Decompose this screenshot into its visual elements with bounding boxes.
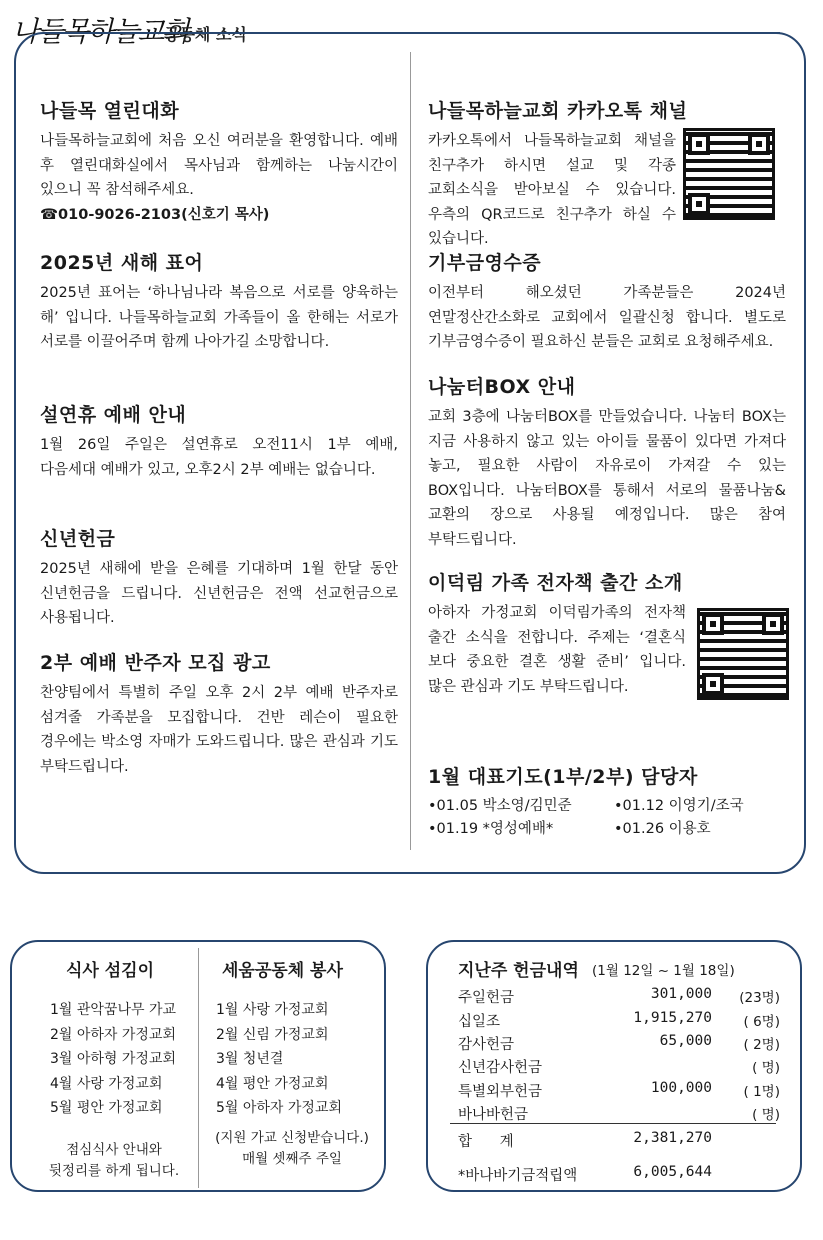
- offering-label: 특별외부헌금: [458, 1084, 543, 1100]
- list-item: •01.19 *영성예배*: [428, 821, 554, 837]
- offering-total-row: [458, 1130, 788, 1152]
- offering-row: [458, 1080, 788, 1102]
- note-line: 점심식사 안내와: [66, 1142, 162, 1158]
- total-label: 합 계: [458, 1134, 514, 1150]
- ebook-qr-code[interactable]: [697, 608, 789, 700]
- offering-title: 지난주 헌금내역: [458, 961, 579, 981]
- section-donation-receipt: [428, 248, 786, 355]
- list-item: 2월 신림 가정교회: [216, 1026, 329, 1043]
- list-item: 4월 사랑 가정교회: [50, 1075, 163, 1092]
- section-title: 신년헌금: [40, 528, 116, 550]
- offering-label: 바나바헌금: [458, 1107, 529, 1123]
- offering-amount: 301,000: [650, 986, 712, 1002]
- offering-count: (23명): [739, 990, 780, 1006]
- list-item: 3월 아하형 가정교회: [50, 1051, 176, 1067]
- offering-amount: 100,000: [650, 1080, 712, 1096]
- note-line: 매월 셋째주 주일: [242, 1151, 342, 1167]
- total-amount: 2,381,270: [633, 1130, 712, 1146]
- section-title: 나눔터BOX 안내: [428, 376, 576, 398]
- offering-row: [458, 1010, 788, 1032]
- section-body: 아하자 가정교회 이덕림가족의 전자책 출간 소식을 전합니다. 주제는 ‘결혼식 보다 중요한 결혼 생활 준비’ 입니다. 많은 관심과 기도 부탁드립니다.: [428, 605, 686, 695]
- section-body: 2025년 표어는 ‘하나님나라 복음으로 서로를 양육하는 해’ 입니다. 나들목하늘교회 가족들이 올 한해는 서로가 서로를 이끌어주며 함께 나아가길 소망합니다.: [40, 285, 398, 350]
- section-body: 1월 26일 주일은 설연휴로 오전11시 1부 예배, 다음세대 예배가 있고, 오후2시 2부 예배는 없습니다.: [40, 437, 398, 478]
- section-new-year-offering: [40, 524, 398, 631]
- section-body: 이전부터 해오셨던 가족분들은 2024년 연말정산간소화로 교회에서 일괄신청 합니다. 별도로 기부금영수증이 필요하신 분들은 교회로 요청해주세요.: [428, 285, 786, 350]
- offering-amount: 1,915,270: [633, 1010, 712, 1026]
- section-title: 2부 예배 반주자 모집 광고: [40, 652, 271, 674]
- service-list: [216, 998, 342, 1121]
- meal-list: [50, 998, 176, 1121]
- offering-fund-row: [458, 1164, 788, 1186]
- offering-row: [458, 986, 788, 1008]
- fund-label: *바나바기금적립액: [458, 1168, 578, 1184]
- section-accompanist: [40, 648, 398, 779]
- offering-divider: [450, 1123, 776, 1124]
- offering-label: 신년감사헌금: [458, 1060, 543, 1076]
- offering-label: 감사헌금: [458, 1037, 515, 1053]
- section-body: 교회 3층에 나눔터BOX를 만들었습니다. 나눔터 BOX는 지금 사용하지 않고 있는 아이들 물품이 있다면 가져다 놓고, 필요한 사람이 자유로이 가져갈 수 있는 BOX입니다. 나눔터BOX를 통해서 서로의 물품나눔&교환의 장으로 사용될 예정입니다. 많은 참여 부탁드립니다.: [428, 409, 786, 548]
- section-title: 나들목하늘교회 카카오톡 채널: [428, 100, 688, 122]
- list-item: •01.26 이용호: [614, 821, 711, 837]
- kakao-qr-code[interactable]: [683, 128, 775, 220]
- panel-divider: [198, 948, 199, 1188]
- page-title: 공동체 소식: [164, 25, 247, 44]
- list-item: 3월 청년결: [216, 1051, 284, 1067]
- list-item: •01.05 박소영/김민준: [428, 798, 572, 814]
- list-item: 5월 평안 가정교회: [50, 1100, 163, 1116]
- section-body: 2025년 새해에 받을 은혜를 기대하며 1월 한달 동안 신년헌금을 드립니다. 신년헌금은 전액 선교헌금으로 사용됩니다.: [40, 561, 398, 626]
- service-title: 세움공동체 봉사: [222, 961, 343, 981]
- section-title: 설연휴 예배 안내: [40, 404, 187, 426]
- offering-count: ( 명): [752, 1107, 780, 1123]
- section-motto: [40, 248, 398, 355]
- offering-label: 십일조: [458, 1014, 501, 1030]
- meal-note: [40, 1140, 188, 1182]
- service-note: [204, 1128, 380, 1170]
- prayer-list: [428, 795, 786, 841]
- section-sharing-box: [428, 372, 786, 552]
- pastor-phone: ☎010-9026-2103(신호기 목사): [40, 206, 270, 223]
- offering-count: ( 1명): [743, 1084, 780, 1100]
- section-holiday-service: [40, 400, 398, 482]
- list-item: 4월 평안 가정교회: [216, 1075, 329, 1092]
- offering-row: [458, 1033, 788, 1055]
- offering-label: 주일헌금: [458, 990, 515, 1006]
- section-open-talk: [40, 96, 398, 227]
- offering-row: [458, 1103, 788, 1125]
- section-title: 나들목 열린대화: [40, 100, 180, 122]
- section-body: 나들목하늘교회에 처음 오신 여러분을 환영합니다. 예배 후 열린대화실에서 목사님과 함께하는 나눔시간이 있으니 꼭 참석해주세요.: [40, 133, 398, 198]
- offering-period: (1월 12일 ~ 1월 18일): [592, 963, 735, 979]
- section-body: 찬양팀에서 특별히 주일 오후 2시 2부 예배 반주자로 섬겨줄 가족분을 모집합니다. 건반 레슨이 필요한 경우에는 박소영 자매가 도와드립니다. 많은 관심과 기도 부탁드립니다.: [40, 685, 398, 775]
- list-item: 1월 사랑 가정교회: [216, 1002, 329, 1018]
- offering-count: ( 6명): [743, 1014, 780, 1030]
- offering-count: ( 2명): [743, 1037, 780, 1053]
- list-item: 1월 관악꿈나무 가교: [50, 1002, 176, 1018]
- meal-title: 식사 섬김이: [66, 961, 155, 981]
- note-line: 뒷정리를 하게 됩니다.: [48, 1163, 180, 1179]
- note-line: (지원 가교 신청받습니다.): [215, 1130, 369, 1146]
- section-body: 카카오톡에서 나들목하늘교회 채널을 친구추가 하시면 설교 및 각종 교회소식을 받아보실 수 있습니다. 우측의 QR코드로 친구추가 하실 수 있습니다.: [428, 133, 676, 247]
- church-logo: 나들목하늘교회: [12, 15, 188, 48]
- section-title: 1월 대표기도(1부/2부) 담당자: [428, 766, 698, 788]
- section-title: 이덕림 가족 전자책 출간 소개: [428, 572, 683, 594]
- list-item: 2월 아하자 가정교회: [50, 1026, 176, 1043]
- offering-amount: 65,000: [659, 1033, 712, 1049]
- section-title: 2025년 새해 표어: [40, 252, 204, 274]
- list-item: •01.12 이영기/조국: [614, 798, 744, 814]
- list-item: 5월 아하자 가정교회: [216, 1100, 342, 1116]
- section-prayer-leaders: [428, 762, 786, 841]
- offering-count: ( 명): [752, 1060, 780, 1076]
- fund-amount: 6,005,644: [633, 1164, 712, 1180]
- column-divider: [410, 52, 411, 850]
- section-title: 기부금영수증: [428, 252, 542, 274]
- offering-row: [458, 1056, 788, 1078]
